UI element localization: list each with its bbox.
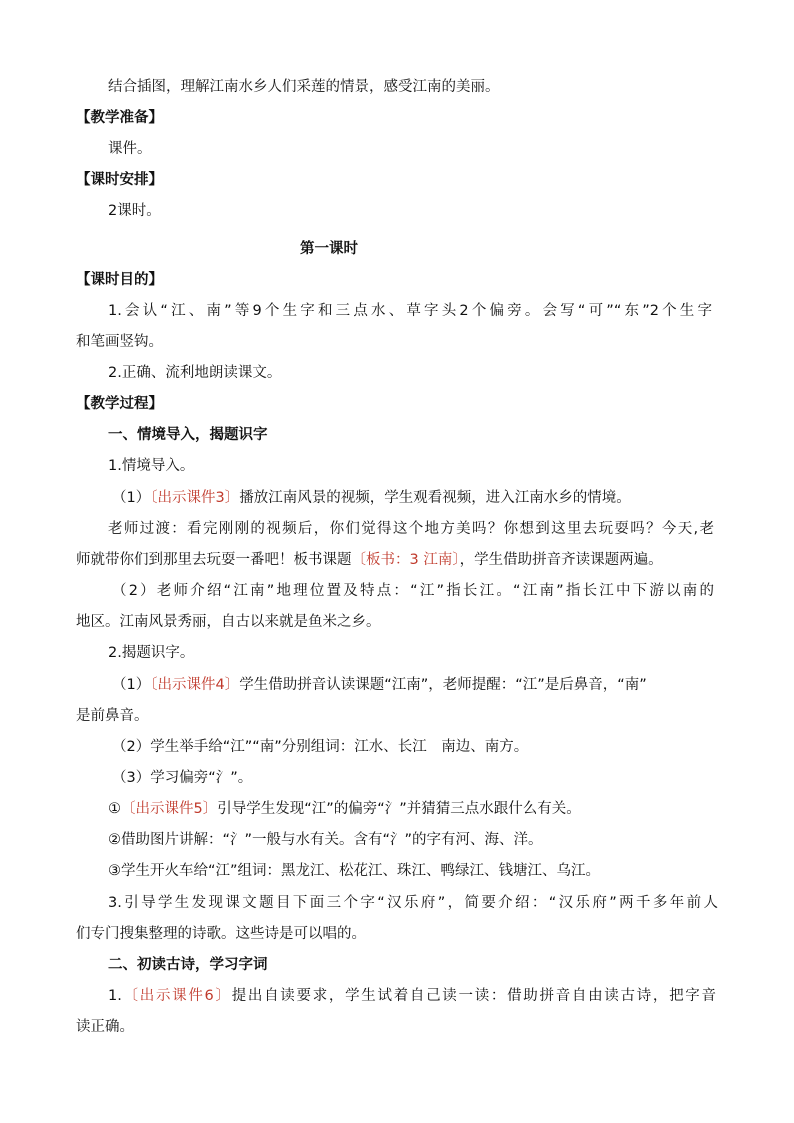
step-2-3: （3）学习偏旁“氵”。 [112,770,253,786]
transition-text: 师就带你们到那里去玩耍一番吧！板书课题 [76,552,352,568]
sub-item-3: ③学生开火车给“江”组词：黑龙江、松花江、珠江、鸭绿江、钱塘江、乌江。 [108,863,601,879]
section-2-step-1-line-1 [108,986,716,1006]
blackboard-tag: 〔板书：3 江南〕 [351,552,460,568]
sub-item-2: ②借助图片讲解：“氵”一般与水有关。含有“氵”的字有河、海、洋。 [108,832,543,848]
goal-1-line-1: 1.会认“江、南”等9个生字和三点水、草字头2个偏旁。会写“可”“东”2个生字 [108,303,712,319]
step-1-2-line-2: 地区。江南风景秀丽，自古以来就是鱼米之乡。 [76,614,381,630]
paragraph-preparation: 课件。 [108,141,152,157]
sub-item-1 [108,799,581,819]
section-1-title: 一、情境导入，揭题识字 [108,427,268,443]
lesson-title: 第一课时 [300,241,358,257]
step-1-1 [112,488,631,508]
item-number: （1） [112,677,151,693]
step-2-2: （2）学生举手给“江”“南”分别组词：江水、长江 南边、南方。 [112,739,529,755]
heading-preparation: 【教学准备】 [76,110,163,126]
item-text: 引导学生发现“江”的偏旁“氵”并猜猜三点水跟什么有关。 [217,801,581,817]
step-2-1-line-2: 是前鼻音。 [76,708,149,724]
item-text: 提出自读要求，学生试着自己读一读：借助拼音自由读古诗，把字音 [231,988,717,1004]
step-2-1-line-1 [112,675,647,695]
transition-text-end: ，学生借助拼音齐读课题两遍。 [459,552,663,568]
heading-process: 【教学过程】 [76,396,163,412]
step-1-title: 1.情境导入。 [108,458,195,474]
teacher-transition-line-2 [76,550,663,570]
heading-goals: 【课时目的】 [76,272,163,288]
paragraph-schedule: 2课时。 [108,203,161,219]
courseware-tag: 〔出示课件3〕 [150,490,240,506]
item-marker: ① [108,801,121,817]
step-3-line-2: 们专门搜集整理的诗歌。这些诗是可以唱的。 [76,926,366,942]
teacher-transition-line-1: 老师过渡：看完刚刚的视频后，你们觉得这个地方美吗？你想到这里去玩耍吗？今天,老 [108,521,714,537]
item-number: （1） [112,490,151,506]
item-text: 播放江南风景的视频，学生观看视频，进入江南水乡的情境。 [239,490,631,506]
section-2-title: 二、初读古诗，学习字词 [108,957,268,973]
paragraph-objective: 结合插图，理解江南水乡人们采莲的情景，感受江南的美丽。 [108,79,500,95]
section-2-step-1-line-2: 读正确。 [76,1019,134,1035]
courseware-tag: 〔出示课件6〕 [121,988,232,1004]
courseware-tag: 〔出示课件4〕 [150,677,240,693]
goal-2: 2.正确、流利地朗读课文。 [108,365,282,381]
heading-schedule: 【课时安排】 [76,172,163,188]
step-1-2-line-1: （2）老师介绍“江南”地理位置及特点：“江”指长江。“江南”指长江中下游以南的 [112,583,714,599]
courseware-tag: 〔出示课件5〕 [121,801,218,817]
goal-1-line-2: 和笔画竖钩。 [76,334,163,350]
step-3-line-1: 3.引导学生发现课文题目下面三个字“汉乐府”，简要介绍：“汉乐府”两千多年前人 [108,895,718,911]
step-2-title: 2.揭题识字。 [108,645,195,661]
item-text: 学生借助拼音认读课题“江南”，老师提醒：“江”是后鼻音，“南” [239,677,647,693]
item-number: 1. [108,988,122,1004]
